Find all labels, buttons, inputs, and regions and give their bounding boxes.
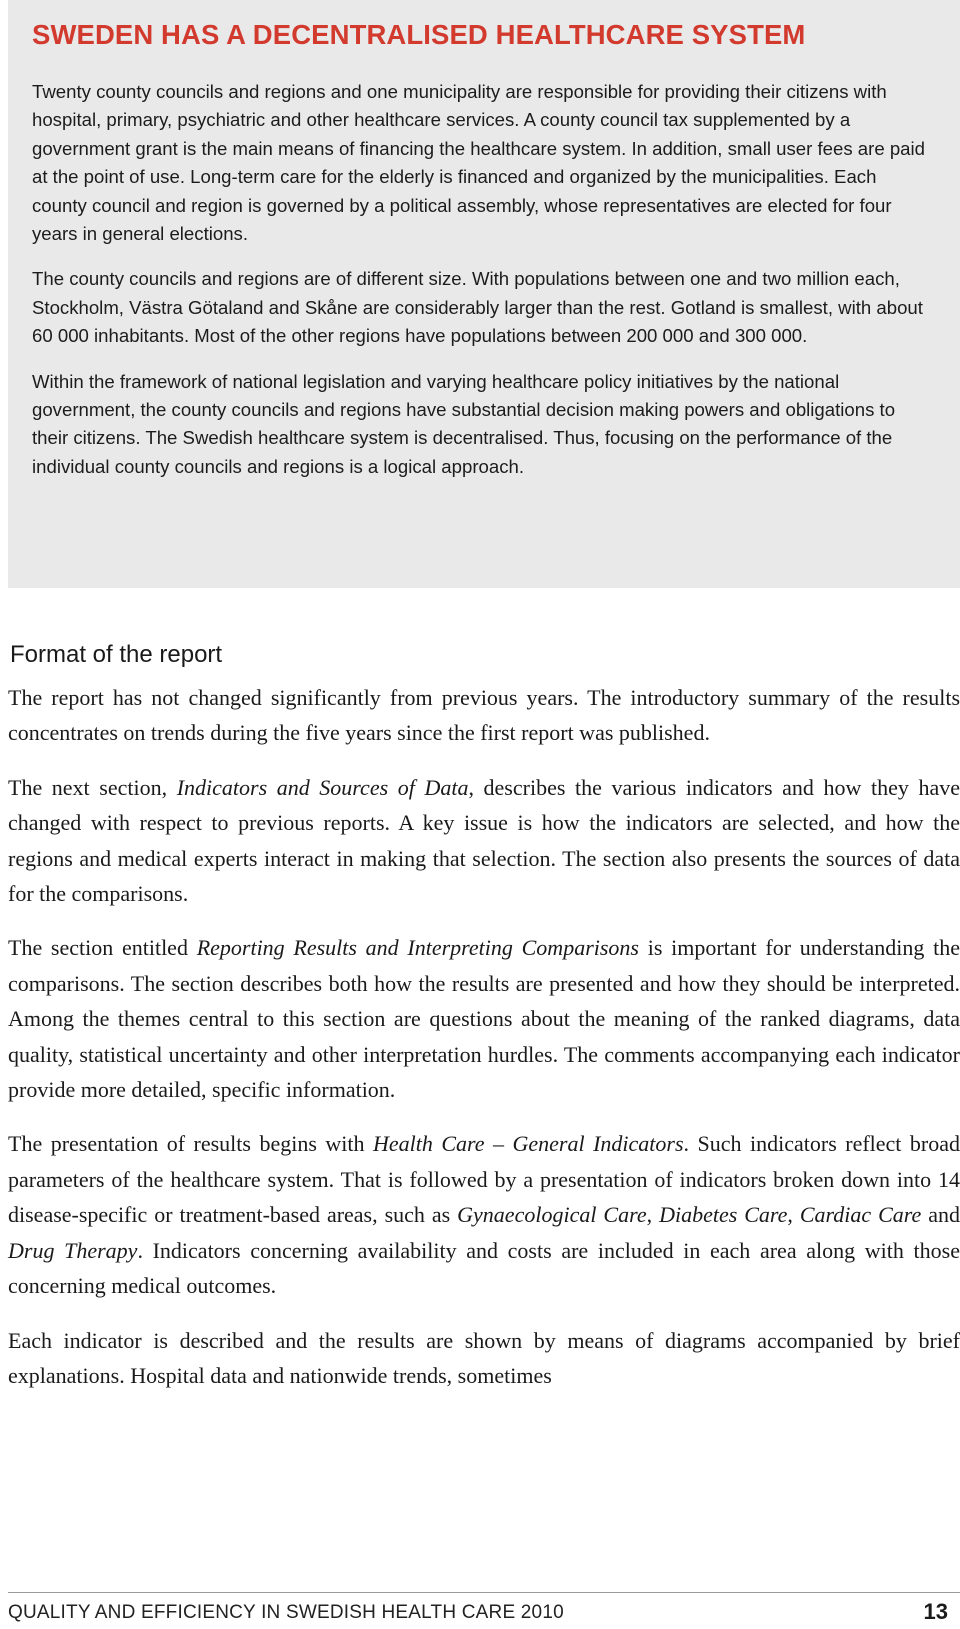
text-run: . Such indicators reflect broad parameters of the healthcare system. That is followed by a presentation of indicators broken down into 14 disease-specific or treatment-based areas, such as [8, 1131, 960, 1228]
fact-box [8, 0, 960, 588]
text-run: , [646, 1202, 660, 1228]
text-run: , [787, 1202, 800, 1228]
area-reference: Gynaecological Care [457, 1202, 647, 1228]
text-run: The next section, [8, 774, 177, 800]
text-run: . Indicators concerning availability and costs are included in each area along with those concerning medical outcomes. [8, 1237, 960, 1299]
text-run: , describes the various indicators and how they have changed with respect to previous reports. A key issue is how the indicators are selected, and how the regions and medical experts interact in making that selection. The section also presents the sources of data for the comparisons. [8, 774, 960, 907]
body-paragraph-5: Each indicator is described and the results are shown by means of diagrams accompanied by brief explanations. Hospital data and nationwide trends, sometimes [8, 1327, 960, 1388]
text-run: and [921, 1202, 960, 1228]
body-paragraph-1: The report has not changed significantly from previous years. The introductory summary of the results concentrates on trends during the five years since the first report was published. [8, 685, 960, 746]
footer-title: QUALITY AND EFFICIENCY IN SWEDISH HEALTH CARE 2010 [8, 1602, 564, 1623]
fact-box-paragraph-1: Twenty county councils and regions and one municipality are responsible for providing their citizens with hospital, primary, psychiatric and other healthcare services. A county council tax supplemented by a government grant is the main means of financing the healthcare system. In addition, small user fees are paid at the point of use. Long-term care for the elderly is financed and organized by the municipalities. Each county council and region is governed by a political assembly, whose representatives are elected for four years in general elections. [32, 81, 925, 245]
section-heading: Format of the report [10, 641, 223, 668]
fact-box-paragraph-3: Within the framework of national legislation and varying healthcare policy initiatives by the national government, the county councils and regions have substantial decision making powers and obligations to their citizens. The Swedish healthcare system is decentralised. Thus, focusing on the performance of the individual county councils and regions is a logical approach. [32, 370, 896, 477]
body-paragraph-3 [8, 930, 960, 1107]
section-reference: Indicators and Sources of Data [176, 774, 469, 800]
fact-box-paragraph-2: The county councils and regions are of different size. With populations between one and two million each, Stockholm, Västra Götaland and Skåne are considerably larger than the rest. Gotland is smallest, with about 60 000 inhabitants. Most of the other regions have populations between 200 000 and 300 000. [32, 268, 923, 347]
section-reference: Reporting Results and Interpreting Comparisons [196, 935, 639, 961]
text-run: The section entitled [8, 935, 197, 961]
footer-divider [8, 1592, 960, 1593]
area-reference: Drug Therapy [8, 1237, 138, 1263]
page-number: 13 [923, 1599, 948, 1624]
text-run: is important for understanding the comparisons. The section describes both how the results are presented and how they should be interpreted. Among the themes central to this section are questions about the meaning of the ranked diagrams, data quality, statistical uncertainty and other interpretation hurdles. The comments accompanying each indicator provide more detailed, specific information. [8, 935, 960, 1103]
format-section [8, 640, 960, 1412]
section-reference: Health Care – General Indicators [372, 1131, 684, 1157]
fact-box-title: SWEDEN HAS A DECENTRALISED HEALTHCARE SYSTEM [32, 19, 806, 50]
area-reference: Diabetes Care [659, 1202, 788, 1228]
text-run: The presentation of results begins with [8, 1131, 373, 1157]
body-paragraph-2 [8, 770, 960, 912]
area-reference: Cardiac Care [799, 1202, 922, 1228]
body-paragraph-4 [8, 1126, 960, 1303]
